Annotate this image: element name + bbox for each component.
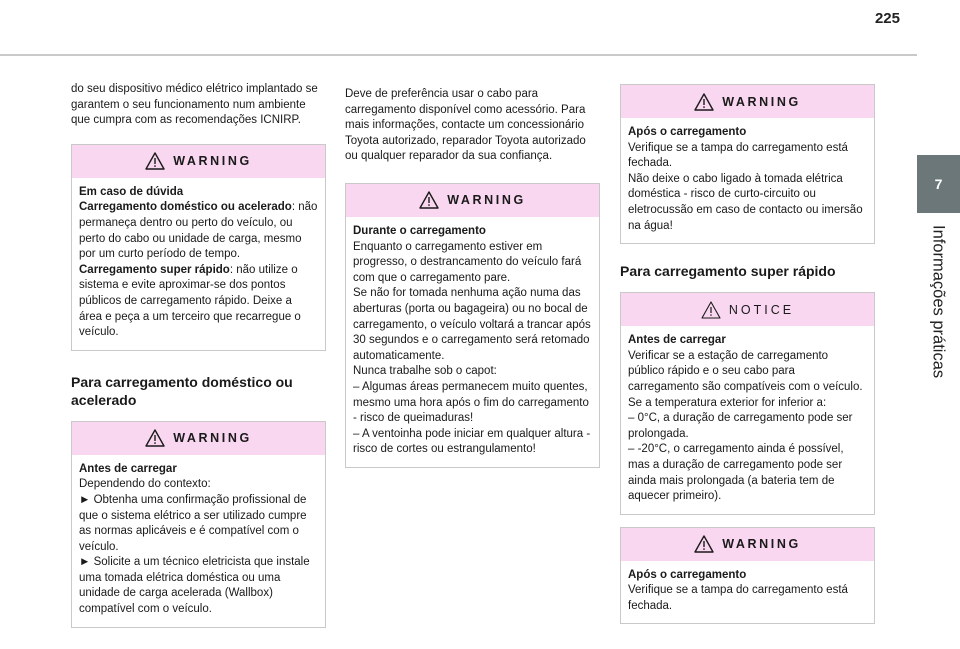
warning-heading: Após o carregamento (628, 126, 747, 138)
warning-heading: Após o carregamento (628, 568, 747, 581)
warning-header (72, 145, 325, 178)
warning-title: WARNING (722, 537, 801, 552)
warning-paragraph-2 (79, 263, 318, 341)
warning-line: – A ventoinha pode iniciar em qualquer altura - risco de cortes ou estrangulamento! (353, 427, 591, 456)
paragraph-text: : não permaneça dentro ou perto do veículo, ou perto do cabo ou unidade de carga, mesmo por um curto período de tempo. (79, 201, 318, 261)
notice-line: – -20°C, o carregamento ainda é possível, mas a duração de carregamento pode ser ainda mais prolongada (a bateria tem de aquecer primeiro). (628, 443, 844, 503)
chapter-title: Informações práticas (929, 225, 948, 379)
warning-triangle-icon (419, 191, 439, 209)
warning-header (621, 528, 874, 561)
warning-paragraph-1 (79, 200, 318, 262)
paragraph-text: : não utilize o sistema e evite aproximar-se dos pontos públicos de carregamento rápido. Deixe a área e peça a um terceiro que recarregue o veículo. (79, 263, 301, 339)
warning-line: Enquanto o carregamento estiver em progresso, o destrancamento do veículo fará com que o carregamento pare. (353, 240, 582, 284)
warning-header (346, 184, 599, 217)
warning-box-after-charging (620, 84, 875, 244)
warning-body (346, 217, 599, 467)
page-number: 225 (874, 10, 900, 27)
col2-intro: Deve de preferência usar o cabo para carregamento disponível como acessório. Para mais informações, contacte um concessionário Toyota autorizado, reparador Toyota autorizado ou qualquer reparador da sua confiança. (345, 88, 586, 163)
notice-line: – 0°C, a duração de carregamento pode ser prolongada. (628, 412, 853, 440)
warning-heading: Em caso de dúvida (79, 185, 184, 198)
warning-header (621, 85, 874, 118)
warning-line: Nunca trabalhe sob o capot: (353, 365, 497, 378)
warning-header (72, 422, 325, 455)
notice-heading: Antes de carregar (628, 334, 726, 347)
column-2 (345, 87, 600, 468)
notice-line: Verificar se a estação de carregamento público rápido e o seu cabo para carregamento são compatíveis com o veículo. (628, 349, 863, 393)
notice-box-before-charging (620, 292, 875, 515)
chapter-tab[interactable]: 7 (917, 155, 960, 213)
bold-term: Carregamento doméstico ou acelerado (79, 201, 292, 214)
warning-line: Verifique se a tampa do carregamento está fechada. (628, 141, 848, 170)
notice-line: Se a temperatura exterior for inferior a: (628, 396, 827, 409)
bold-term: Carregamento super rápido (79, 263, 230, 276)
column-3 (620, 84, 875, 624)
warning-title: WARNING (173, 431, 252, 446)
warning-body (72, 455, 325, 627)
warning-line: Não deixe o cabo ligado à tomada elétrica doméstica - risco de curto-circuito ou eletrocussão em caso de contacto ou imersão na água! (628, 172, 863, 232)
notice-triangle-icon (701, 301, 721, 319)
warning-line: Se não for tomada nenhuma ação numa das aberturas (porta ou bagageira) ou no bocal de carregamento, o veículo voltará a trancar após 30 segundos e o carregamento será retomado automaticamente. (353, 287, 591, 362)
warning-line: ► Obtenha uma confirmação profissional de que o sistema elétrico a ser utilizado cumpre as normas aplicáveis e é compatível com o veículo. (79, 493, 307, 553)
warning-title: WARNING (722, 94, 801, 109)
warning-line: Dependendo do contexto: (79, 478, 211, 491)
warning-triangle-icon (145, 429, 165, 447)
notice-title: NOTICE (728, 302, 795, 317)
warning-line: ► Solicite a um técnico eletricista que instale uma tomada elétrica doméstica ou uma unidade de carga acelerada (Wallbox) compatível com o veículo. (79, 556, 310, 616)
warning-body (72, 178, 325, 350)
col1-intro: do seu dispositivo médico elétrico implantado se garantem o seu funcionamento num ambiente que cumpra com as recomendações ICNIRP. (71, 83, 318, 127)
warning-triangle-icon (145, 152, 165, 170)
notice-body (621, 326, 874, 514)
section-title-super-fast-charging: Para carregamento super rápido (620, 263, 836, 280)
warning-body (621, 561, 874, 624)
warning-triangle-icon (694, 93, 714, 111)
warning-box-doubt (71, 144, 326, 351)
warning-heading: Antes de carregar (79, 462, 177, 475)
column-1 (71, 82, 326, 628)
warning-box-during-charging (345, 183, 600, 468)
notice-header (621, 293, 874, 326)
warning-line: Verifique se a tampa do carregamento está fechada. (628, 584, 848, 612)
warning-title: WARNING (447, 193, 526, 208)
warning-triangle-icon (694, 535, 714, 553)
warning-body (621, 118, 874, 243)
warning-box-before-charging (71, 421, 326, 628)
section-title-home-charging: Para carregamento doméstico ou acelerado (71, 373, 293, 408)
warning-heading: Durante o carregamento (353, 224, 486, 237)
warning-title: WARNING (173, 154, 252, 169)
warning-line: – Algumas áreas permanecem muito quentes, mesmo uma hora após o fim do carregamento - risco de queimaduras! (353, 380, 589, 425)
warning-box-after-charging-2 (620, 527, 875, 625)
top-rule (0, 54, 917, 56)
